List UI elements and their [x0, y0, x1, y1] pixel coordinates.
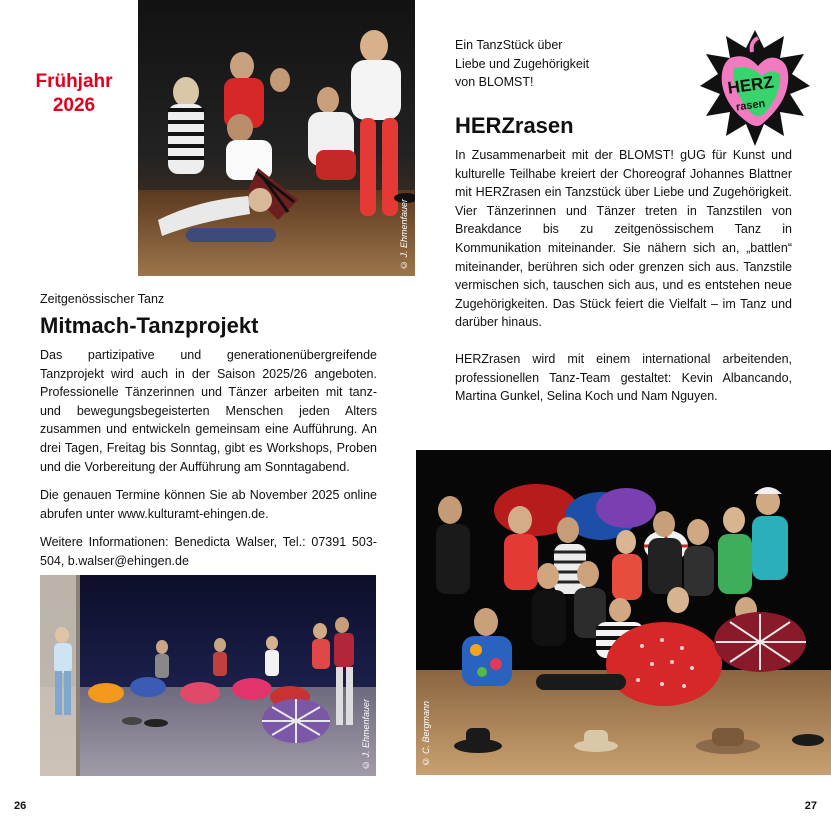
article-body	[40, 346, 377, 581]
intro-line: Liebe und Zugehörigkeit	[455, 56, 590, 71]
photo-credit: © J. Ehmenfauer	[399, 198, 409, 270]
page-number-left: 26	[14, 800, 27, 812]
genre-kicker: Zeitgenössischer Tanz	[40, 292, 165, 306]
logo-text-bottom: rasen	[735, 97, 766, 114]
body-paragraph: HERZrasen wird mit einem international arbeitenden, professionellen Tanz-Team gestaltet: Kevin Albancando, Martina Gunkel, Selina Koch und Nam Nguyen.	[455, 351, 792, 404]
intro-tagline	[455, 36, 655, 92]
body-paragraph: Weitere Informationen: Benedicta Walser, Tel.: 07391 503-504, b.walser@ehingen.de	[40, 535, 377, 568]
photo-dance-performance	[138, 0, 415, 276]
page-number-right: 27	[804, 800, 817, 812]
body-paragraph: Die genauen Termine können Sie ab November 2025 online abrufen unter www.kulturamt-ehingen.de.	[40, 488, 377, 521]
article-title: HERZrasen	[455, 113, 574, 138]
ensemble-illustration	[416, 450, 831, 775]
intro-line: Ein TanzStück über	[455, 38, 563, 52]
logo-text-top: HERZ	[726, 72, 775, 98]
intro-line: von BLOMST!	[455, 75, 534, 89]
herzrasen-logo	[700, 28, 810, 148]
photo-ensemble	[416, 450, 831, 775]
rehearsal-illustration	[40, 575, 376, 776]
photo-credit: © J. Ehmenfauer	[361, 698, 371, 770]
body-paragraph: In Zusammenarbeit mit der BLOMST! gUG für Kunst und kulturelle Teilhabe kreiert der Choreograf Johannes Blattner mit HERZrasen ein Tanzstück über Liebe und Zugehörigkeit. Vier Tänzerinnen und Tänzer treten in Tanzstilen von Breakdance bis zu zeitgenössischem Tanz in Kommunikation miteinander. Sie nähern sich an, „battlen“ miteinander, berühren sich oder grenzen sich aus. Tanzstile vermischen sich, tauschen sich aus, und es entstehen neue Zugehörigkeiten. Das Stück feiert die Vielfalt – im Tanz und darüber hinaus.	[455, 148, 792, 330]
photo-rehearsal	[40, 575, 376, 776]
dance-performance-illustration	[138, 0, 415, 276]
photo-credit: © C. Bergmann	[421, 701, 431, 767]
season-label: Frühjahr 2026	[35, 71, 113, 116]
article-title: Mitmach-Tanzprojekt	[40, 313, 259, 338]
heart-logo-icon	[700, 28, 810, 148]
body-paragraph: Das partizipative und generationenübergreifende Tanzprojekt wird auch in der Saison 2025/26 angeboten. Professionelle Tänzerinnen und Tänzer arbeiten mit tanz- und bewegungsbegeisterten Menschen jeden Alters zusammen und entwickeln gemeinsam eine Aufführung. An drei Tagen, Freitag bis Sonntag, gibt es Workshops, Proben und die Vorbereitung der Aufführung am Sonntagabend.	[40, 348, 377, 474]
article-body	[455, 146, 792, 424]
